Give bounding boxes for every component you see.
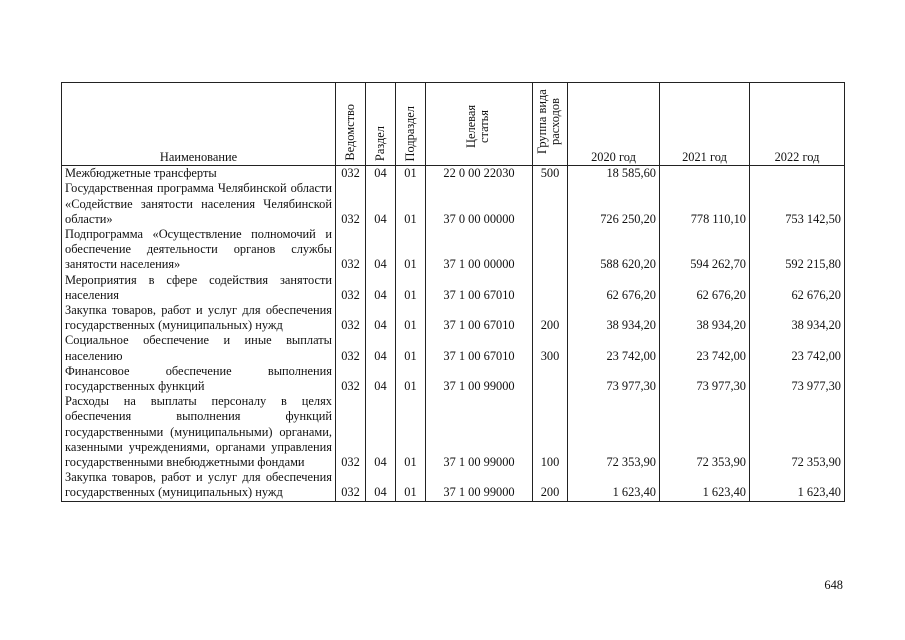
cell-2022: 38 934,20 [750,303,845,333]
cell-2021: 38 934,20 [660,303,750,333]
cell-dept: 032 [336,273,366,303]
header-subsection: Подраздел [396,83,426,166]
cell-group [533,181,568,227]
cell-section: 04 [366,181,396,227]
cell-2020: 1 623,40 [568,470,660,501]
cell-subsection: 01 [396,303,426,333]
cell-2022: 592 215,80 [750,227,845,273]
cell-section: 04 [366,364,396,394]
cell-dept: 032 [336,470,366,501]
cell-section: 04 [366,470,396,501]
table-row [62,227,845,273]
cell-name: Мероприятия в сфере содействия занятости населения [62,273,336,303]
table-row [62,470,845,501]
cell-section: 04 [366,273,396,303]
cell-name: Социальное обеспечение и иные выплаты населению [62,333,336,363]
table-row [62,303,845,333]
header-section: Раздел [366,83,396,166]
cell-target: 37 1 00 67010 [426,333,533,363]
cell-group [533,364,568,394]
cell-subsection: 01 [396,227,426,273]
cell-section: 04 [366,303,396,333]
cell-2021: 73 977,30 [660,364,750,394]
cell-2021: 778 110,10 [660,181,750,227]
header-target: Целевая статья [426,83,533,166]
cell-target: 37 1 00 99000 [426,364,533,394]
table-row [62,166,845,182]
cell-2022 [750,166,845,182]
cell-name: Расходы на выплаты персоналу в целях обеспечения выполнения функций государственными (муниципальными) органами, казенными учреждениями, органами управления государственными внебюджетными фондами [62,394,336,470]
table-body [62,166,845,501]
cell-subsection: 01 [396,181,426,227]
cell-subsection: 01 [396,166,426,182]
cell-target: 37 0 00 00000 [426,181,533,227]
cell-group [533,273,568,303]
table-row [62,394,845,470]
cell-group: 500 [533,166,568,182]
cell-target: 37 1 00 67010 [426,303,533,333]
cell-2021: 62 676,20 [660,273,750,303]
cell-group: 200 [533,303,568,333]
cell-2020: 18 585,60 [568,166,660,182]
cell-name: Подпрограмма «Осуществление полномочий и обеспечение деятельности органов службы занятости населения» [62,227,336,273]
cell-2020: 62 676,20 [568,273,660,303]
cell-target: 37 1 00 00000 [426,227,533,273]
header-2021: 2021 год [660,83,750,166]
cell-name: Закупка товаров, работ и услуг для обеспечения государственных (муниципальных) нужд [62,303,336,333]
cell-name: Закупка товаров, работ и услуг для обеспечения государственных (муниципальных) нужд [62,470,336,501]
cell-2022: 62 676,20 [750,273,845,303]
cell-name: Государственная программа Челябинской области «Содействие занятости населения Челябинской области» [62,181,336,227]
table-row [62,181,845,227]
cell-name: Финансовое обеспечение выполнения государственных функций [62,364,336,394]
cell-subsection: 01 [396,394,426,470]
cell-target: 37 1 00 99000 [426,470,533,501]
cell-2020: 72 353,90 [568,394,660,470]
cell-dept: 032 [336,181,366,227]
cell-2022: 753 142,50 [750,181,845,227]
cell-subsection: 01 [396,364,426,394]
cell-2020: 73 977,30 [568,364,660,394]
cell-dept: 032 [336,364,366,394]
header-group: Группа вида расходов [533,83,568,166]
cell-dept: 032 [336,394,366,470]
cell-section: 04 [366,227,396,273]
table-header [62,83,845,166]
cell-2020: 38 934,20 [568,303,660,333]
cell-2021: 594 262,70 [660,227,750,273]
cell-2021: 1 623,40 [660,470,750,501]
table-row [62,364,845,394]
cell-dept: 032 [336,166,366,182]
cell-2020: 726 250,20 [568,181,660,227]
cell-target: 22 0 00 22030 [426,166,533,182]
cell-section: 04 [366,166,396,182]
header-2022: 2022 год [750,83,845,166]
cell-2022: 72 353,90 [750,394,845,470]
cell-group [533,227,568,273]
cell-name: Межбюджетные трансферты [62,166,336,182]
cell-2022: 1 623,40 [750,470,845,501]
cell-2021: 23 742,00 [660,333,750,363]
cell-group: 200 [533,470,568,501]
cell-2021 [660,166,750,182]
header-dept: Ведомство [336,83,366,166]
page-number: 648 [824,578,843,592]
cell-section: 04 [366,333,396,363]
cell-2022: 23 742,00 [750,333,845,363]
cell-dept: 032 [336,303,366,333]
cell-target: 37 1 00 67010 [426,273,533,303]
header-name: Наименование [62,83,336,166]
budget-table [61,82,845,502]
cell-subsection: 01 [396,333,426,363]
table-row [62,333,845,363]
cell-2021: 72 353,90 [660,394,750,470]
cell-2020: 588 620,20 [568,227,660,273]
table-row [62,273,845,303]
cell-section: 04 [366,394,396,470]
cell-dept: 032 [336,227,366,273]
cell-2022: 73 977,30 [750,364,845,394]
cell-group: 100 [533,394,568,470]
cell-subsection: 01 [396,470,426,501]
cell-2020: 23 742,00 [568,333,660,363]
cell-group: 300 [533,333,568,363]
cell-dept: 032 [336,333,366,363]
cell-target: 37 1 00 99000 [426,394,533,470]
cell-subsection: 01 [396,273,426,303]
header-2020: 2020 год [568,83,660,166]
